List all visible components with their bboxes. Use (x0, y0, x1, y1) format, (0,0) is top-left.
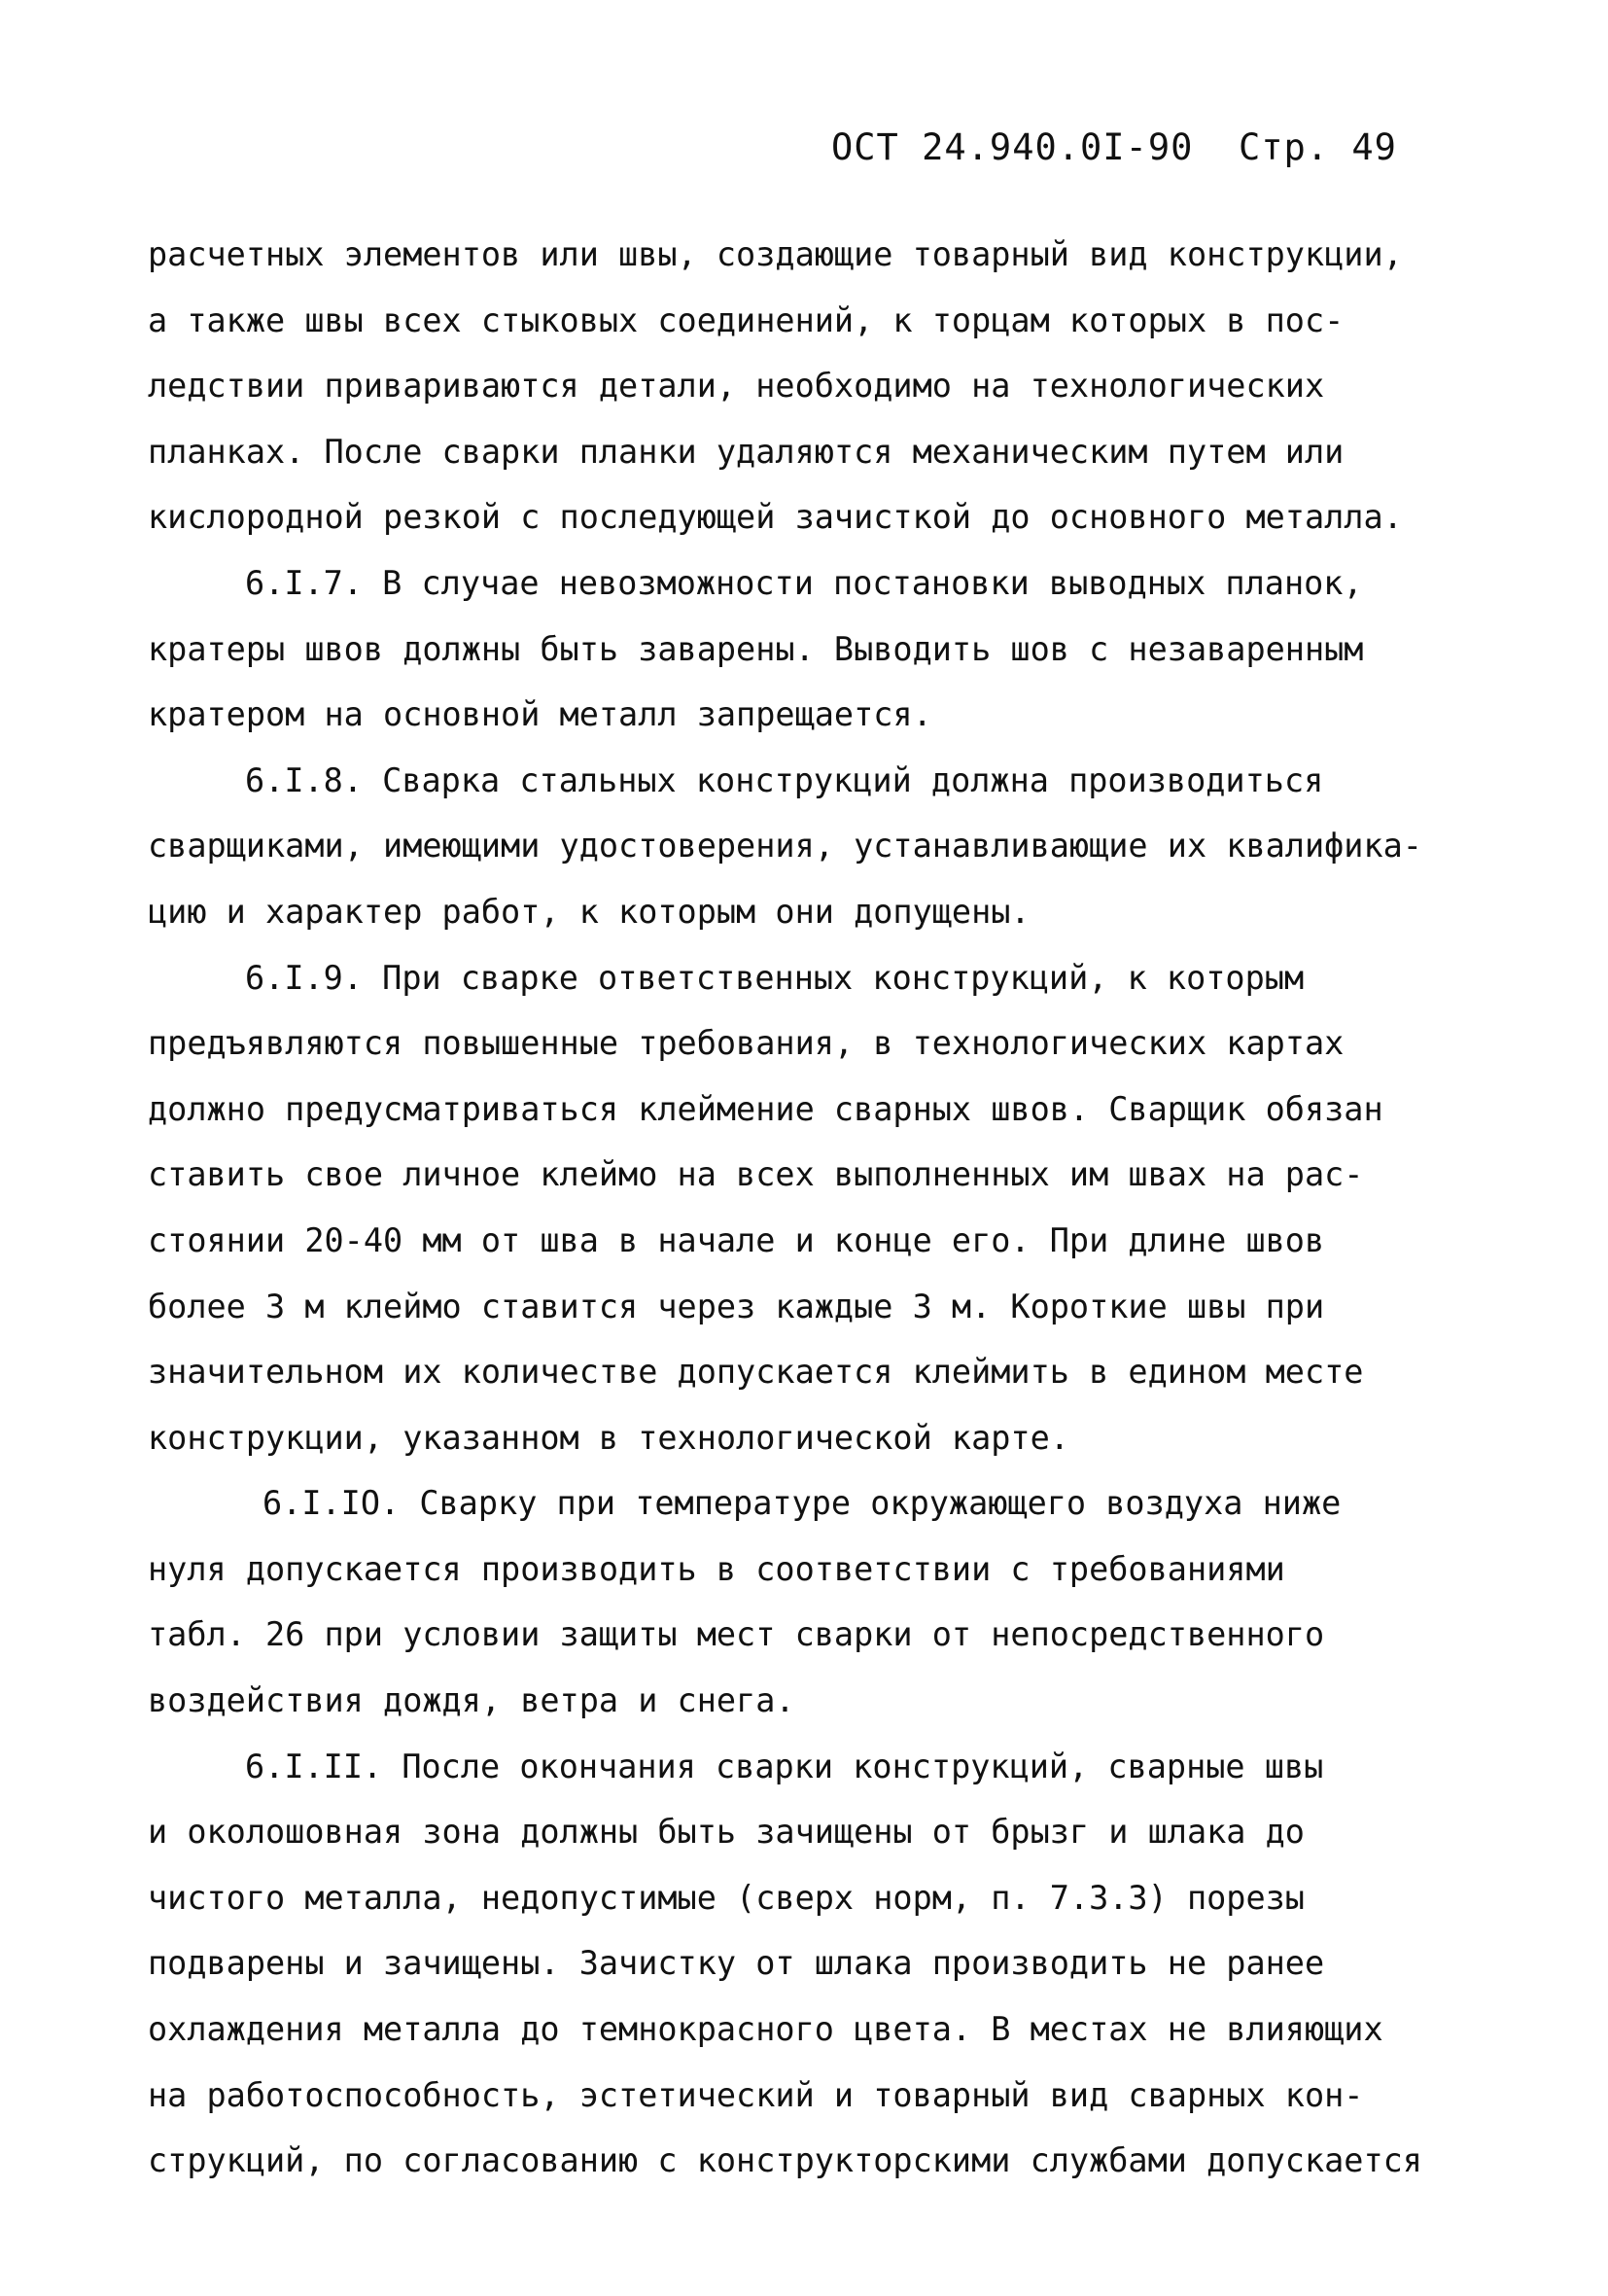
text-line: струкций, по согласованию с конструкторскими службами допускается (148, 2141, 1422, 2180)
text-line: кратером на основной металл запрещается. (148, 695, 932, 734)
text-line: и околошовная зона должны быть зачищены от брызг и шлака до (148, 1813, 1305, 1852)
text-line: более 3 м клеймо ставится через каждые 3 м. Короткие швы при (148, 1287, 1325, 1325)
text-line: стоянии 20-40 мм от шва в начале и конце его. При длине швов (148, 1220, 1325, 1259)
text-line: значительном их количестве допускается клеймить в едином месте (148, 1353, 1364, 1392)
text-line: а также швы всех стыковых соединений, к торцам которых в пос- (148, 300, 1345, 339)
page-number: Стр. 49 (1238, 126, 1397, 168)
text-line: нуля допускается производить в соответствии с требованиями (148, 1549, 1285, 1588)
text-line: расчетных элементов или швы, создающие товарный вид конструкции, (148, 235, 1403, 273)
text-line: на работоспособность, эстетический и товарный вид сварных кон- (148, 2075, 1364, 2114)
paragraph-start-6-1-11: 6.I.II. После окончания сварки конструкций, сварные швы (245, 1747, 1324, 1785)
text-line: цию и характер работ, к которым они допущены. (148, 892, 1031, 931)
text-line: подварены и зачищены. Зачистку от шлака производить не ранее (148, 1944, 1325, 1983)
text-line: кратеры швов должны быть заварены. Выводить шов с незаваренным (148, 629, 1364, 668)
text-line: планках. После сварки планки удаляются механическим путем или (148, 432, 1345, 471)
text-line: табл. 26 при условии защиты мест сварки от непосредственного (148, 1615, 1325, 1654)
text-line: воздействия дождя, ветра и снега. (148, 1681, 795, 1720)
text-line: предъявляются повышенные требования, в технологических картах (148, 1024, 1345, 1063)
page-header (831, 126, 1397, 168)
paragraph-start-6-1-7: 6.I.7. В случае невозможности постановки выводных планок, (245, 563, 1363, 602)
text-line: охлаждения металла до темнокрасного цвета. В местах не влияющих (148, 2010, 1383, 2049)
text-line: конструкции, указанном в технологической карте. (148, 1418, 1069, 1457)
paragraph-start-6-1-10: 6.I.IO. Сварку при температуре окружающего воздуха ниже (262, 1484, 1342, 1523)
text-line: чистого металла, недопустимые (сверх норм, п. 7.3.3) порезы (148, 1878, 1305, 1917)
text-line: кислородной резкой с последующей зачисткой до основного металла. (148, 498, 1403, 537)
text-line: должно предусматриваться клеймение сварных швов. Сварщик обязан (148, 1089, 1383, 1128)
text-line: ледствии привариваются детали, необходимо на технологических (148, 367, 1325, 406)
paragraph-start-6-1-9: 6.I.9. При сварке ответственных конструкций, к которым (245, 958, 1305, 997)
text-line: ставить свое личное клеймо на всех выполненных им швах на рас- (148, 1155, 1364, 1194)
paragraph-start-6-1-8: 6.I.8. Сварка стальных конструкций должна производиться (245, 760, 1324, 799)
document-body (148, 222, 1480, 2194)
document-code: ОСТ 24.940.0I-90 (831, 126, 1194, 168)
text-line: сварщиками, имеющими удостоверения, устанавливающие их квалифика- (148, 827, 1422, 865)
